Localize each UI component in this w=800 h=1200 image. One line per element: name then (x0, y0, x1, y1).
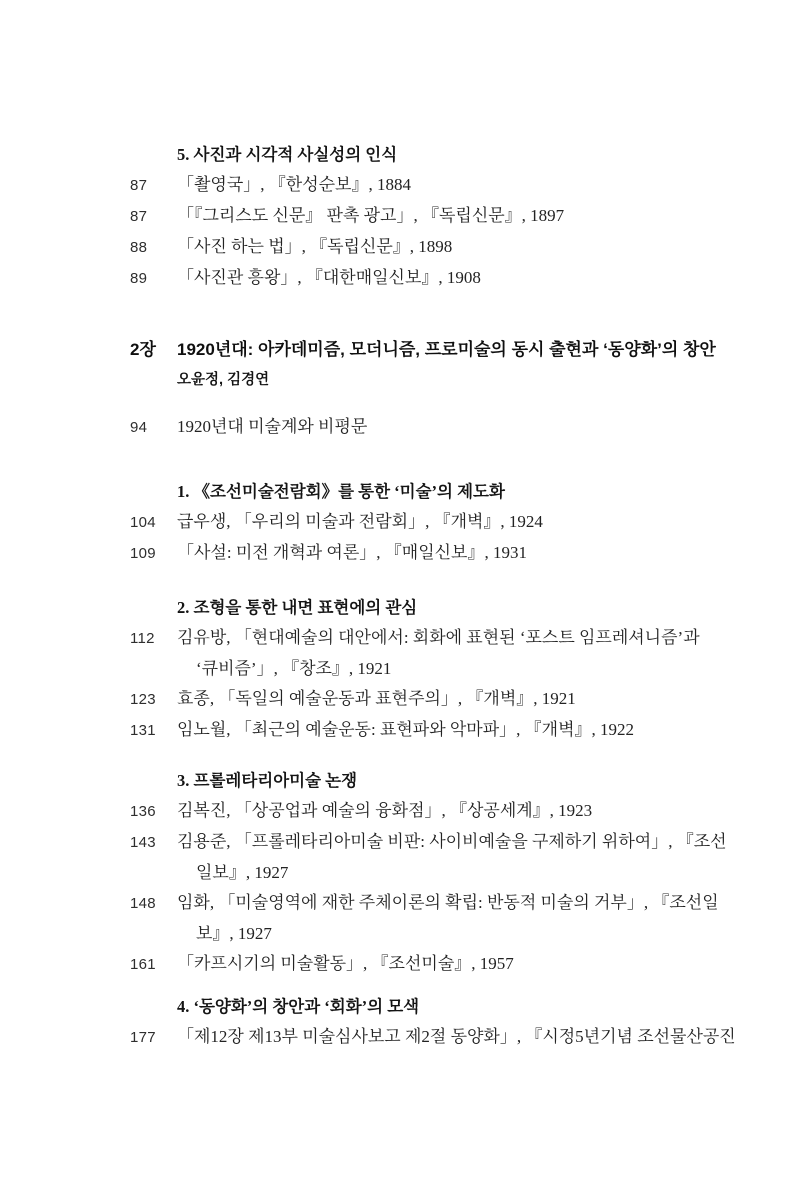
page-number: 87 (130, 177, 148, 194)
toc-content (130, 140, 736, 1053)
toc-entry (130, 538, 715, 569)
entry-text: 「사진관 흥왕」, 『대한매일신보』, 1908 (177, 268, 481, 287)
page-number: 131 (130, 722, 156, 739)
page-number: 123 (130, 691, 156, 708)
section-3 (130, 766, 727, 980)
chapter-title: 1920년대: 아카데미즘, 모더니즘, 프로미술의 동시 출현과 ‘동양화’의 창안 (177, 340, 716, 359)
toc-entry (130, 949, 715, 980)
page-number: 112 (130, 630, 155, 647)
page-number: 136 (130, 803, 156, 820)
entry-text: 1920년대 미술계와 비평문 (177, 417, 368, 436)
section-heading: 1. 《조선미술전람회》를 통한 ‘미술’의 제도화 (177, 482, 505, 501)
page-number: 94 (130, 419, 148, 436)
toc-entry (130, 232, 715, 263)
entry-text: 김복진, 「상공업과 예술의 융화점」, 『상공세계』, 1923 (177, 801, 593, 820)
page-number: 177 (130, 1029, 156, 1046)
entry-text: 「카프시기의 미술활동」, 『조선미술』, 1957 (177, 954, 514, 973)
page-number: 104 (130, 514, 156, 531)
chapter-header (130, 334, 715, 366)
toc-entry (130, 888, 719, 919)
toc-entry (130, 715, 715, 746)
entry-text: 임노월, 「최근의 예술운동: 표현파와 악마파」, 『개벽』, 1922 (177, 720, 634, 739)
toc-entry (130, 796, 715, 827)
chapter-authors: 오윤정, 김경연 (177, 372, 270, 388)
toc-entry (130, 827, 727, 858)
entry-text-continuation: ‘큐비즘’」, 『창조』, 1921 (196, 659, 392, 678)
entry-text: 「사설: 미전 개혁과 여론」, 『매일신보』, 1931 (177, 543, 527, 562)
page-number: 148 (130, 895, 156, 912)
toc-entry-continuation (130, 654, 715, 684)
toc-entry-intro (130, 412, 715, 443)
entry-text-continuation: 일보』, 1927 (196, 863, 289, 882)
entry-text-continuation: 보』, 1927 (196, 924, 272, 943)
toc-entry (130, 170, 715, 201)
page-number: 88 (130, 239, 148, 256)
entry-text: 「사진 하는 법」, 『독립신문』, 1898 (177, 237, 453, 256)
entry-text: 「촬영국」, 『한성순보』, 1884 (177, 175, 411, 194)
entry-text: 「제12장 제13부 미술심사보고 제2절 동양화」, 『시정5년기념 조선물산공진 (177, 1027, 736, 1046)
entry-text: 급우생, 「우리의 미술과 전람회」, 『개벽』, 1924 (177, 512, 543, 531)
toc-entry (130, 684, 715, 715)
section-2 (130, 593, 715, 746)
section-1 (130, 477, 715, 569)
toc-entry-continuation (130, 858, 715, 888)
section-heading: 2. 조형을 통한 내면 표현에의 관심 (177, 598, 418, 617)
entry-text: 임화, 「미술영역에 재한 주체이론의 확립: 반동적 미술의 거부」, 『조선일 (177, 893, 719, 912)
page-number: 161 (130, 956, 156, 973)
page-number: 89 (130, 270, 148, 287)
toc-entry (130, 623, 715, 654)
subsection-photography (130, 140, 715, 294)
entry-text: 김유방, 「현대예술의 대안에서: 회화에 표현된 ‘포스트 임프레셔니즘’과 (177, 628, 700, 647)
section-4 (130, 992, 736, 1053)
toc-entry-continuation (130, 919, 715, 949)
page-number: 87 (130, 208, 148, 225)
entry-text: 「『그리스도 신문』 판촉 광고」, 『독립신문』, 1897 (177, 206, 565, 225)
page-number: 109 (130, 545, 156, 562)
toc-entry (130, 1022, 736, 1053)
entry-text: 효종, 「독일의 예술운동과 표현주의」, 『개벽』, 1921 (177, 689, 576, 708)
toc-entry (130, 201, 715, 232)
toc-entry (130, 507, 715, 538)
toc-entry (130, 263, 715, 294)
section-heading: 4. ‘동양화’의 창안과 ‘회화’의 모색 (177, 997, 420, 1016)
section-heading: 3. 프롤레타리아미술 논쟁 (177, 771, 358, 790)
entry-text: 김용준, 「프롤레타리아미술 비판: 사이비예술을 구제하기 위하여」, 『조선 (177, 832, 727, 851)
page-number: 143 (130, 834, 156, 851)
chapter-number: 2장 (130, 340, 156, 359)
subsection-heading: 5. 사진과 시각적 사실성의 인식 (177, 145, 398, 164)
